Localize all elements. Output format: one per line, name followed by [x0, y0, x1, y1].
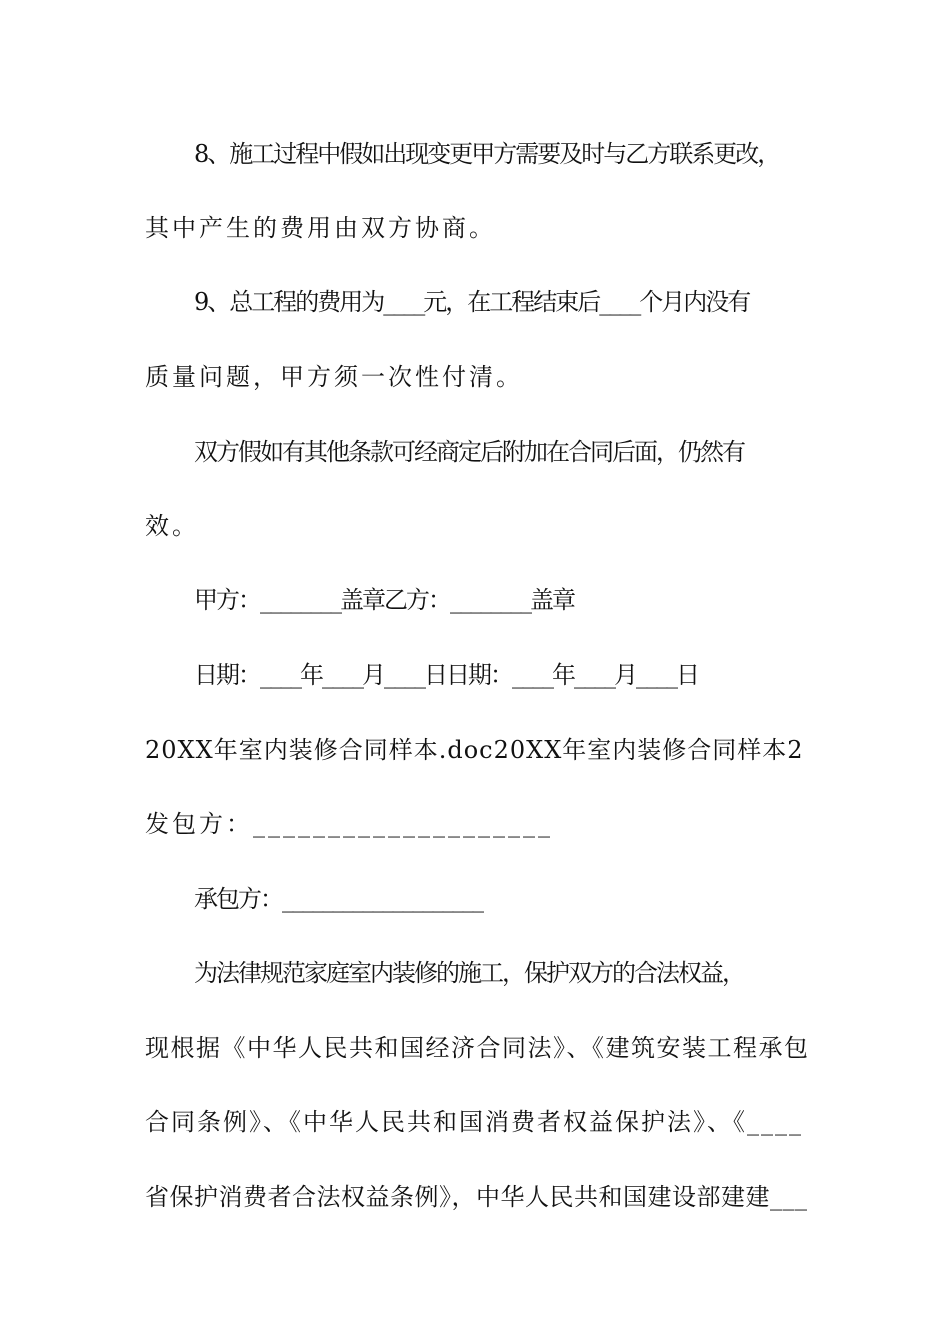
paragraph-line-14: 合同条例》、《中华人民共和国消费者权益保护法》、《____ [145, 1108, 803, 1136]
paragraph-line-12: 为法律规范家庭室内装修的施工，保护双方的合法权益， [194, 959, 744, 987]
paragraph-line-15: 省保护消费者合法权益条例》，中华人民共和国建设部建建___ [145, 1183, 808, 1211]
paragraph-line-4: 质量问题，甲方须一次性付清。 [145, 363, 523, 391]
paragraph-line-3: 9、总工程的费用为____元，在工程结束后____个月内没有 [194, 288, 750, 316]
signature-line: 甲方：________盖章乙方：________盖章 [194, 586, 574, 614]
paragraph-line-1: 8、施工过程中假如出现变更甲方需要及时与乙方联系更改， [194, 140, 780, 168]
paragraph-line-5: 双方假如有其他条款可经商定后附加在合同后面，仍然有 [194, 438, 744, 466]
contractor-line: 承包方：____________________ [194, 885, 482, 913]
paragraph-line-2: 其中产生的费用由双方协商。 [145, 214, 496, 242]
paragraph-line-6: 效。 [145, 512, 199, 540]
paragraph-line-13: 现根据《中华人民共和国经济合同法》、《建筑安装工程承包 [145, 1034, 810, 1062]
document-title-line: 20XX年室内装修合同样本.doc20XX年室内装修合同样本2 [145, 736, 804, 764]
date-line: 日期：____年____月____日日期：____年____月____日 [194, 661, 698, 689]
employer-line: 发包方：____________________ [145, 810, 553, 838]
